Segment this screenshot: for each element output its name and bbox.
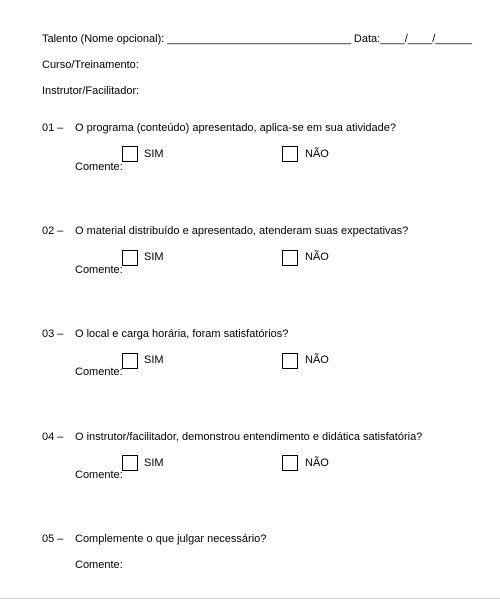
sim-label: SIM	[144, 251, 164, 263]
instrutor-field[interactable]: Instrutor/Facilitador:	[42, 85, 140, 97]
comment-label[interactable]: Comente:	[75, 366, 123, 378]
sim-label: SIM	[144, 457, 164, 469]
comment-label[interactable]: Comente:	[75, 264, 123, 276]
sim-label: SIM	[144, 148, 164, 160]
question-text: O local e carga horária, foram satisfatórios?	[75, 328, 289, 340]
sim-checkbox[interactable]	[122, 250, 138, 266]
question-number: 02 –	[42, 225, 64, 237]
question-text: O instrutor/facilitador, demonstrou entendimento e didática satisfatória?	[75, 431, 423, 443]
nao-label: NÃO	[305, 148, 329, 160]
page-bottom-divider	[0, 598, 500, 599]
question-text: O programa (conteúdo) apresentado, aplica-se em sua atividade?	[75, 122, 397, 134]
question-number: 01 –	[42, 122, 64, 134]
nao-checkbox[interactable]	[282, 250, 298, 266]
nao-checkbox[interactable]	[282, 455, 298, 471]
question-text: O material distribuído e apresentado, atenderam suas expectativas?	[75, 225, 409, 237]
talento-name-date-field[interactable]: Talento (Nome opcional): ______________________________ Data:____/____/______	[42, 33, 472, 45]
nao-label: NÃO	[305, 251, 329, 263]
question-number: 05 –	[42, 533, 64, 545]
curso-field[interactable]: Curso/Treinamento:	[42, 59, 139, 71]
question-number: 03 –	[42, 328, 64, 340]
comment-label[interactable]: Comente:	[75, 161, 123, 173]
comment-label[interactable]: Comente:	[75, 469, 123, 481]
nao-checkbox[interactable]	[282, 353, 298, 369]
sim-checkbox[interactable]	[122, 353, 138, 369]
sim-checkbox[interactable]	[122, 146, 138, 162]
nao-checkbox[interactable]	[282, 146, 298, 162]
sim-label: SIM	[144, 354, 164, 366]
question-text: Complemente o que julgar necessário?	[75, 533, 267, 545]
question-number: 04 –	[42, 431, 64, 443]
comment-label[interactable]: Comente:	[75, 559, 123, 571]
sim-checkbox[interactable]	[122, 455, 138, 471]
nao-label: NÃO	[305, 457, 329, 469]
nao-label: NÃO	[305, 354, 329, 366]
